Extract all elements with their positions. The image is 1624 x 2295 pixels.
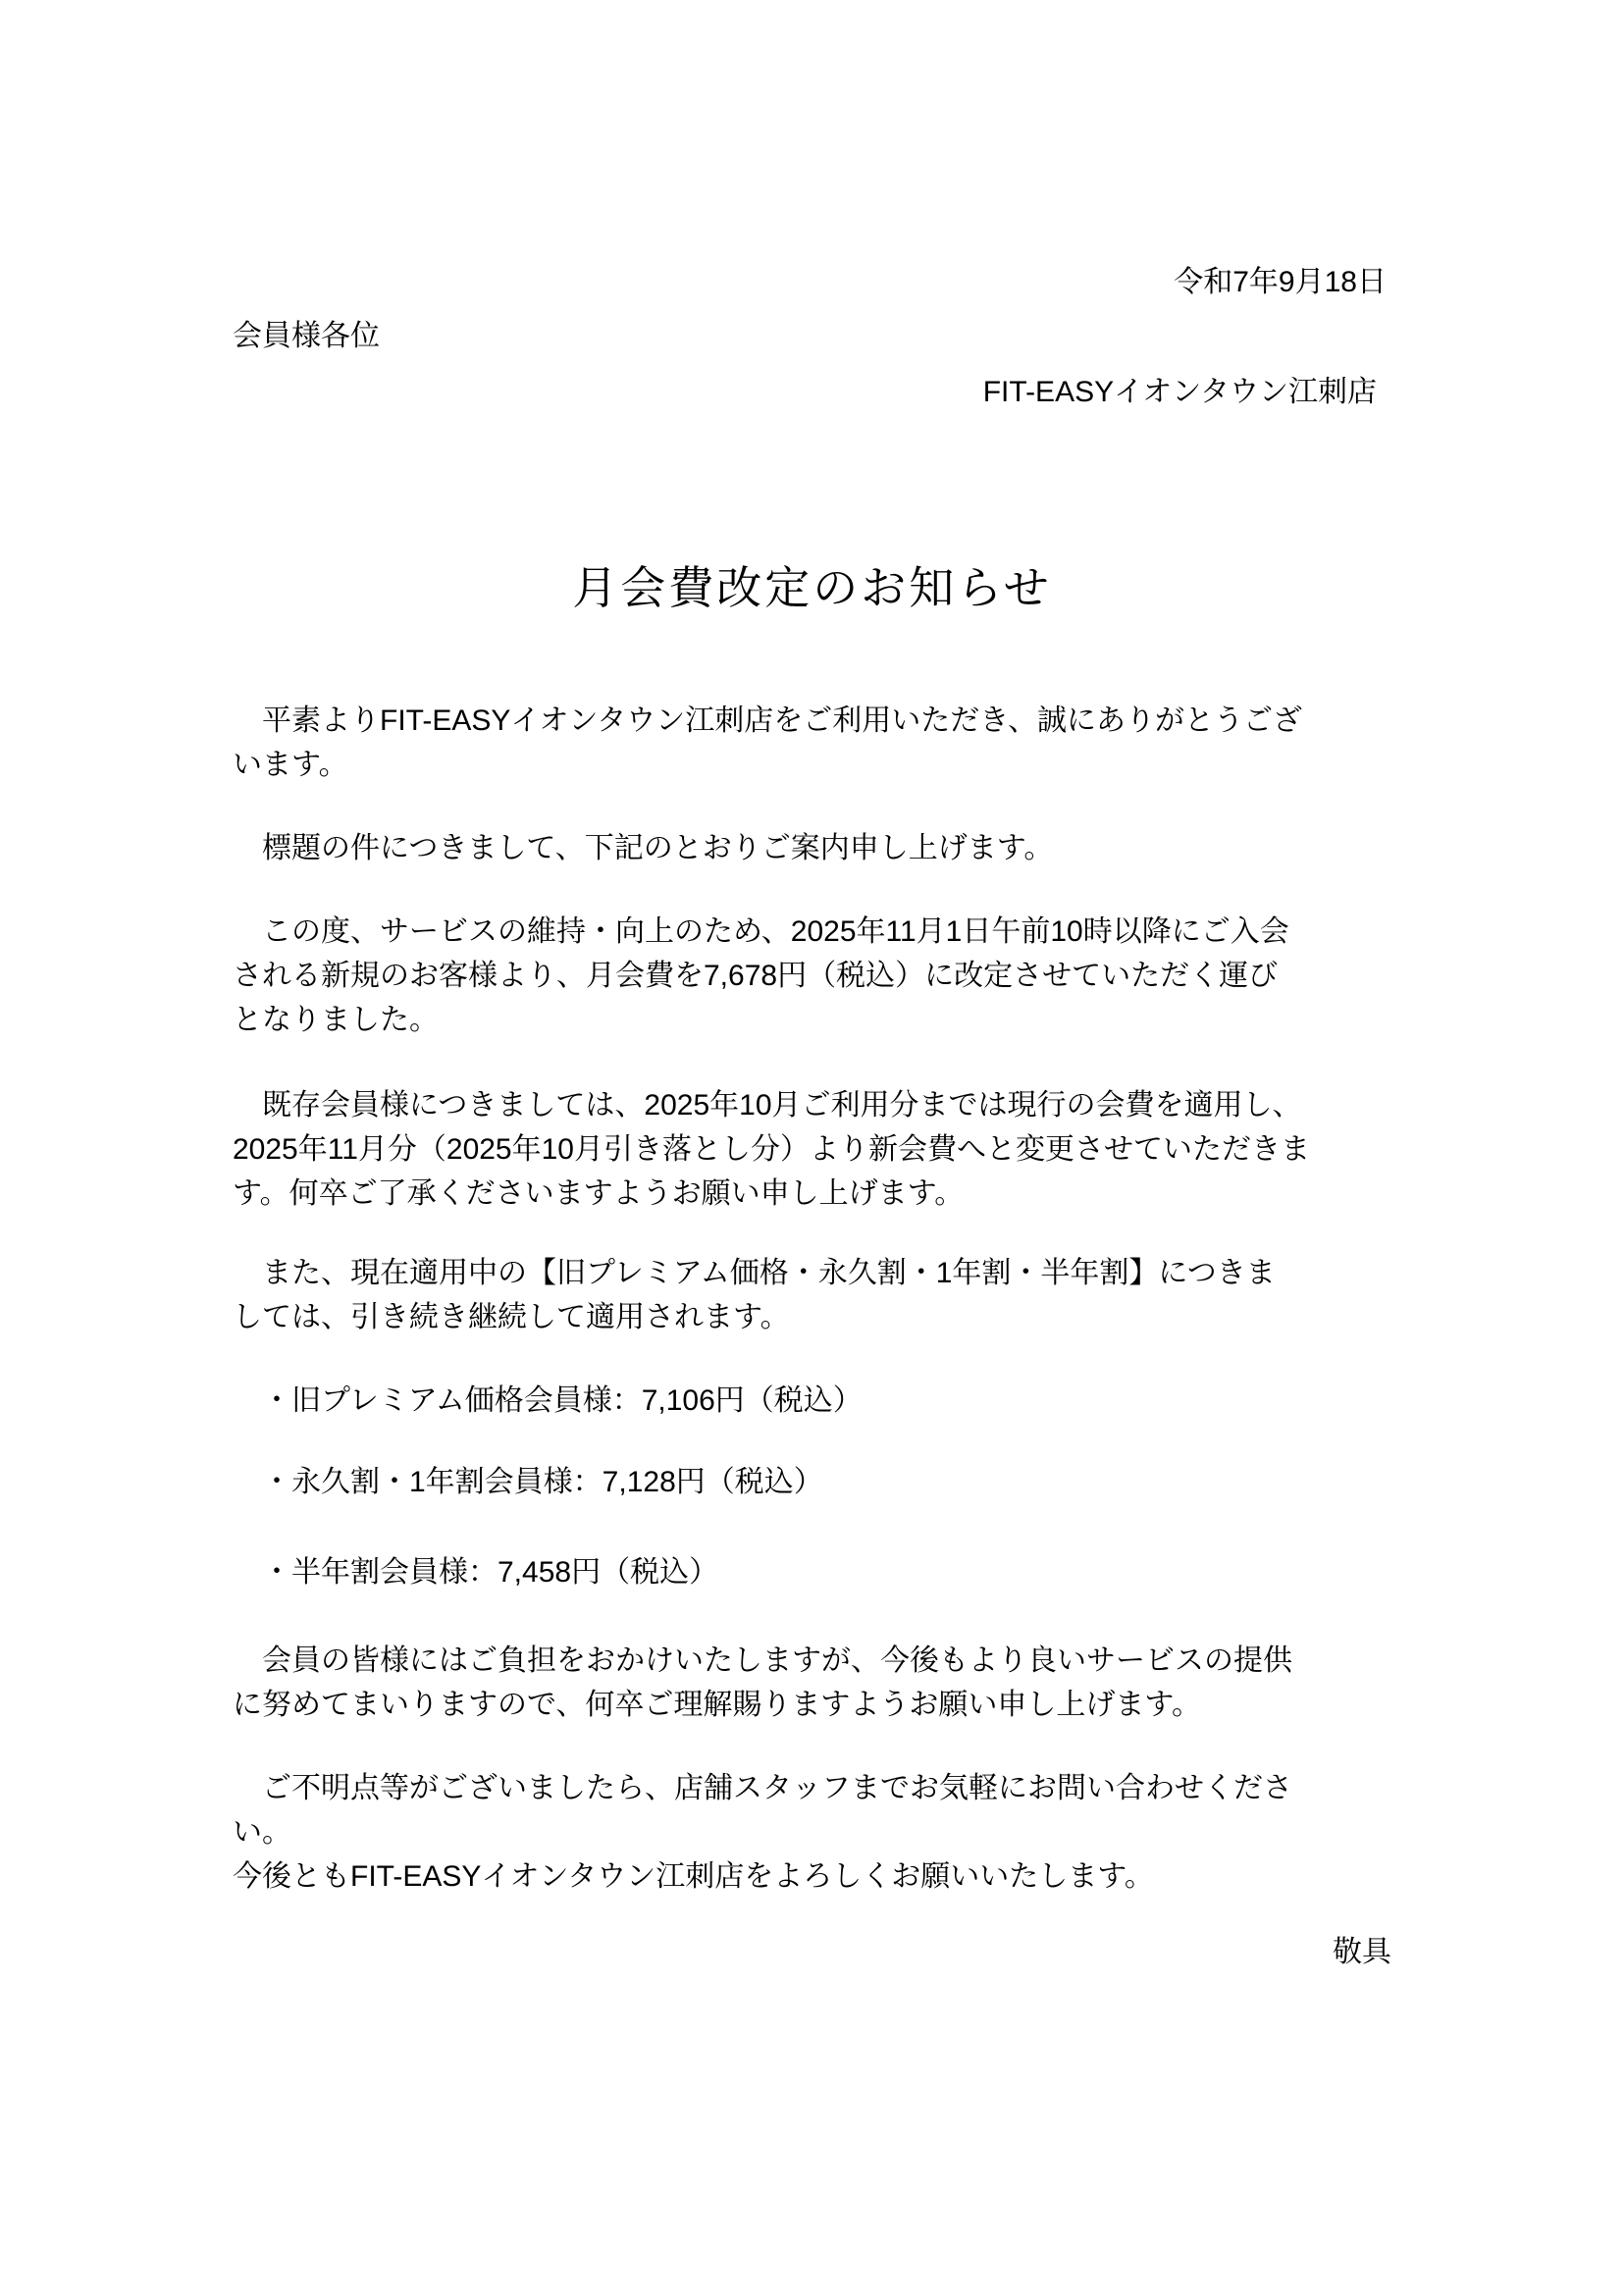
text-line: この度、サービスの維持・向上のため、2025年11月1日午前10時以降にご入会 [233,915,1289,948]
bullet-old-premium-price [233,1379,1391,1423]
letter-title: 月会費改定のお知らせ [572,562,1052,613]
text-line: い。 [233,1816,291,1849]
paragraph-apology [233,1639,1391,1727]
text-line: 既存会員様につきましては、2025年10月ご利用分までは現行の会費を適用し、 [233,1089,1302,1121]
text-line: しては、引き続き継続して適用されます。 [233,1301,790,1333]
text-line: す。何卒ご了承くださいますようお願い申し上げます。 [233,1177,965,1210]
text-line: 標題の件につきまして、下記のとおりご案内申し上げます。 [233,832,1054,864]
text-line: される新規のお客様より、月会費を7,678円（税込）に改定させていただく運び [233,960,1279,992]
bullet-hannenwari [233,1550,1391,1594]
text-line: 会員の皆様にはご負担をおかけいたしますが、今後もより良いサービスの提供 [233,1644,1292,1677]
recipient-line: 会員様各位 [233,320,380,352]
text-line: ・半年割会員様：7,458円（税込） [233,1556,719,1589]
text-line: います。 [233,749,348,781]
paragraph-fee-revision [233,910,1391,1042]
letter-date: 令和7年9月18日 [1174,266,1387,298]
text-line: ・旧プレミアム価格会員様：7,106円（税込） [233,1384,863,1417]
text-line: 今後ともFIT-EASYイオンタウン江刺店をよろしくお願いいたします。 [233,1860,1154,1893]
text-line: 2025年11月分（2025年10月引き落とし分）より新会費へと変更させていただきま [233,1133,1310,1166]
text-line: となりました。 [233,1004,439,1036]
paragraph-intro [233,826,1391,870]
text-line: に努めてまいりますので、何卒ご理解賜りますようお願い申し上げます。 [233,1689,1201,1721]
paragraph-contact [233,1766,1391,1899]
text-line: ・永久割・1年割会員様：7,128円（税込） [233,1466,823,1498]
text-line: ご不明点等がございましたら、店舗スタッフまでお気軽にお問い合わせくださ [233,1772,1292,1804]
closing-keigu: 敬具 [1333,1936,1391,1968]
text-line: また、現在適用中の【旧プレミアム価格・永久割・1年割・半年割】につきま [233,1257,1276,1289]
bullet-eikyuwari-1nenwari [233,1460,1391,1504]
paragraph-greeting [233,699,1391,787]
paragraph-existing-members [233,1083,1391,1216]
sender-line: FIT-EASYイオンタウン江刺店 [982,376,1377,408]
text-line: 平素よりFIT-EASYイオンタウン江刺店をご利用いただき、誠にありがとうござ [233,704,1303,737]
paragraph-discount-plans [233,1251,1391,1339]
